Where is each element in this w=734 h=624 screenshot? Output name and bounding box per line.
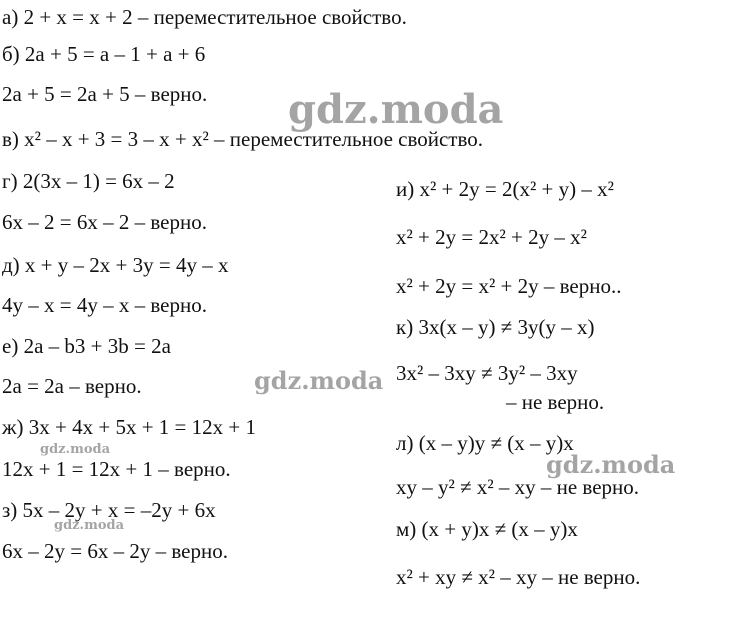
line-m: м) (x + y)x ≠ (x – y)x — [396, 517, 578, 541]
line-l: л) (x – y)y ≠ (x – y)x — [396, 431, 574, 455]
line-z: з) 5x – 2y + x = –2y + 6x — [2, 498, 216, 522]
line-m-result: x² + xy ≠ x² – xy – не верно. — [396, 565, 641, 589]
watermark: gdz.moda — [288, 86, 504, 133]
line-k: к) 3x(x – y) ≠ 3y(y – x) — [396, 315, 595, 339]
watermark: gdz.moda — [546, 450, 676, 479]
line-z-result: 6x – 2y = 6x – 2y – верно. — [2, 539, 228, 563]
line-zh-result: 12x + 1 = 12x + 1 – верно. — [2, 457, 231, 481]
line-b-result: 2a + 5 = 2a + 5 – верно. — [2, 82, 208, 106]
line-e-result: 2a = 2a – верно. — [2, 374, 142, 398]
line-d: д) x + y – 2x + 3y = 4y – x — [2, 253, 229, 277]
line-zh: ж) 3x + 4x + 5x + 1 = 12x + 1 — [2, 415, 256, 439]
line-b: б) 2a + 5 = a – 1 + a + 6 — [2, 42, 206, 66]
line-k-result: – не верно. — [506, 390, 605, 414]
watermark: gdz.moda — [254, 366, 384, 395]
line-g: г) 2(3x – 1) = 6x – 2 — [2, 169, 175, 193]
line-i: и) x² + 2y = 2(x² + y) – x² — [396, 177, 614, 201]
watermark: gdz.moda — [54, 518, 125, 533]
line-g-result: 6x – 2 = 6x – 2 – верно. — [2, 210, 207, 234]
line-k-step: 3x² – 3xy ≠ 3y² – 3xy — [396, 361, 578, 385]
line-e: е) 2a – b3 + 3b = 2a — [2, 334, 171, 358]
line-l-result: xy – y² ≠ x² – xy – не верно. — [396, 475, 640, 499]
line-i-result: x² + 2y = x² + 2y – верно.. — [396, 274, 622, 298]
line-i-step: x² + 2y = 2x² + 2y – x² — [396, 225, 587, 249]
line-a: а) 2 + x = x + 2 – переместительное свойство. — [2, 5, 407, 29]
line-d-result: 4y – x = 4y – x – верно. — [2, 293, 207, 317]
line-v: в) x² – x + 3 = 3 – x + x² – переместительное свойство. — [2, 127, 484, 151]
watermark: gdz.moda — [40, 442, 111, 457]
